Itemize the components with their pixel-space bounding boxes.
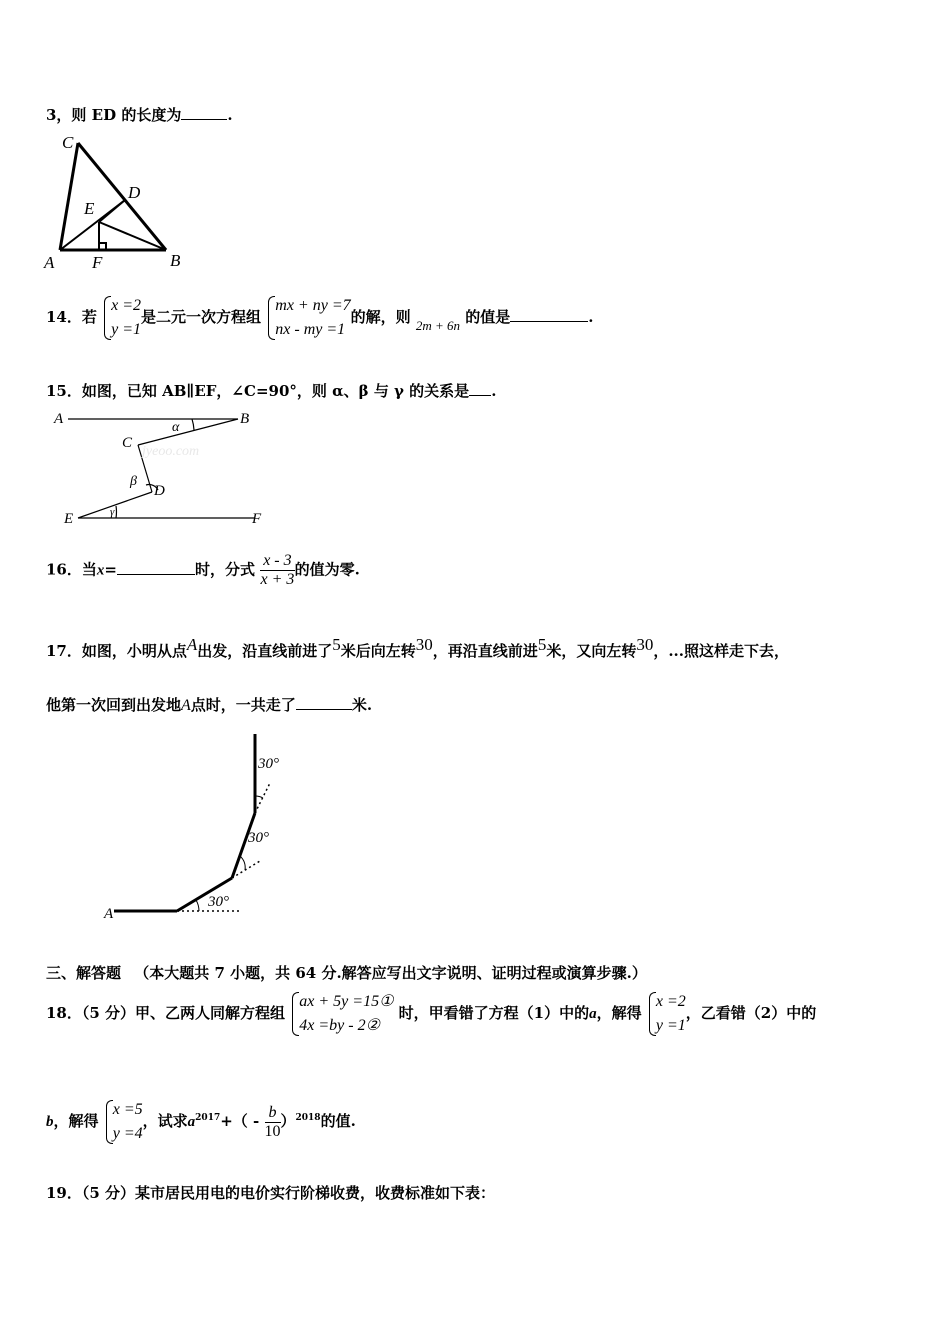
q14-dot: . <box>588 308 594 326</box>
q14-system <box>266 294 350 342</box>
answer-blank[interactable] <box>510 307 588 322</box>
q17-thirty: 30 <box>415 635 433 654</box>
q16-line <box>46 552 360 589</box>
q16-fraction <box>260 552 294 589</box>
answer-blank[interactable] <box>117 560 195 575</box>
q13-line <box>46 104 233 125</box>
q13-text: 3，则 ED 的长度为 <box>46 106 182 124</box>
label-b: B <box>170 251 181 270</box>
q14-end: 的值是 <box>465 308 511 326</box>
angle-label-2: 30° <box>248 830 269 846</box>
q17-l1a: 17．如图，小明从点 <box>46 642 187 660</box>
q18-mid3: ，乙看错（2）中的 <box>685 1004 817 1022</box>
q18-exp1: 2017 <box>195 1113 221 1123</box>
q18-solution-1 <box>647 990 686 1038</box>
q16-num: 16．当 <box>46 560 97 579</box>
q15-end: . <box>491 382 497 400</box>
q17-l1b: 出发，沿直线前进了 <box>197 642 333 660</box>
answer-blank[interactable] <box>181 105 227 120</box>
watermark: jyeoo.com <box>142 444 200 459</box>
sol-x: x =2 <box>111 297 142 314</box>
q14-num: 14．若 <box>46 308 97 326</box>
label-b: B <box>240 411 250 427</box>
q17-l1e: 米，又向左转 <box>546 642 637 660</box>
q17-l2c: 米. <box>351 696 373 714</box>
section-title: 三、解答题 <box>46 964 122 982</box>
q18-exp2: 2018 <box>295 1113 321 1123</box>
label-d: D <box>154 483 165 499</box>
answer-blank[interactable] <box>296 695 352 710</box>
q14-mid: 是二元一次方程组 <box>141 308 262 326</box>
q14-line <box>46 294 594 342</box>
q17-five: 5 <box>332 635 341 654</box>
section-desc: （本大题共 7 小题，共 64 分.解答应写出文字说明、证明过程或演算步骤.） <box>134 964 647 982</box>
q14-solution <box>102 294 141 342</box>
sol-y: y =1 <box>111 321 142 338</box>
q18-line1 <box>46 990 816 1038</box>
parallel-lines-figure <box>50 405 280 535</box>
frac-den: x + 3 <box>260 571 295 588</box>
q18-eq2: 4x =by - 2② <box>299 1017 380 1034</box>
eq1: mx + ny =7 <box>275 297 351 314</box>
q18-solution-2 <box>104 1098 143 1146</box>
q17-thirty-2: 30 <box>636 635 654 654</box>
q17-l1c: 米后向左转 <box>340 642 416 660</box>
label-alpha: α <box>172 420 180 435</box>
q16-mid: 时，分式 <box>194 560 255 579</box>
angle-label-3: 30° <box>258 756 279 772</box>
q18-line2 <box>46 1098 356 1146</box>
triangle-figure <box>40 128 200 273</box>
q18-mid4: ，解得 <box>53 1112 99 1130</box>
q17-l1f: ，...照这样走下去， <box>653 642 789 660</box>
q13-end: . <box>227 106 233 124</box>
q17-point-a-2: A <box>181 697 191 714</box>
q18-b: b <box>46 1114 54 1130</box>
angle-label-1: 30° <box>208 894 229 910</box>
q19-line <box>46 1182 495 1203</box>
q17-l1d: ，再沿直线前进 <box>432 642 538 660</box>
sol1-y: y =1 <box>655 1017 686 1034</box>
q18-close: ） <box>280 1112 296 1130</box>
answer-blank[interactable] <box>469 381 491 396</box>
label-c: C <box>122 435 133 451</box>
q14-expr: 2m + 6n <box>415 318 461 333</box>
q16-eq: = <box>104 560 117 579</box>
label-beta: β <box>130 474 137 489</box>
label-e: E <box>64 511 74 527</box>
path-figure <box>100 728 320 928</box>
label-a: A <box>104 906 114 922</box>
label-f: F <box>252 511 262 527</box>
label-gamma: γ <box>110 506 115 518</box>
q18-mid2: ，解得 <box>596 1004 642 1022</box>
q17-point-a: A <box>186 635 198 654</box>
q17-l2a: 他第一次回到出发地 <box>46 696 182 714</box>
section-header <box>46 962 647 983</box>
q16-end: 的值为零. <box>294 560 360 579</box>
label-e: E <box>84 199 95 218</box>
q18-eq1: ax + 5y =15① <box>299 993 394 1010</box>
q15-line <box>46 380 496 401</box>
q18-end: 的值. <box>320 1112 356 1130</box>
q18-fraction <box>265 1104 281 1141</box>
q18-mid5: ，试求 <box>142 1112 188 1130</box>
q18-a: a <box>589 1006 597 1022</box>
q18-plus: +（ - <box>220 1112 260 1130</box>
sol2-x: x =5 <box>112 1101 143 1118</box>
q18-frac-num: b <box>265 1104 281 1123</box>
q17-line1 <box>46 635 789 661</box>
q17-line2 <box>46 694 372 715</box>
eq2: nx - my =1 <box>275 321 346 338</box>
label-a: A <box>44 253 55 272</box>
label-d: D <box>128 183 141 202</box>
q17-l2b: 点时，一共走了 <box>190 696 296 714</box>
q18-num: 18．（5 分）甲、乙两人同解方程组 <box>46 1004 286 1022</box>
q17-five-2: 5 <box>537 635 547 654</box>
sol1-x: x =2 <box>655 993 686 1010</box>
q18-frac-den: 10 <box>264 1122 281 1140</box>
q15-text: 15．如图，已知 AB∥EF，∠C=90°，则 α、β 与 γ 的关系是 <box>46 382 470 400</box>
label-f: F <box>92 253 103 272</box>
label-a: A <box>54 411 64 427</box>
q19-text: 19．（5 分）某市居民用电的电价实行阶梯收费，收费标准如下表： <box>46 1184 496 1202</box>
q16-var: x <box>96 562 105 579</box>
frac-num: x - 3 <box>260 552 294 571</box>
q14-tail: 的解，则 <box>350 308 411 326</box>
q18-a-2: a <box>187 1114 196 1130</box>
q18-mid1: 时，甲看错了方程（1）中的 <box>398 1004 590 1022</box>
label-c: C <box>62 133 74 152</box>
sol2-y: y =4 <box>112 1125 143 1142</box>
q18-system <box>290 990 393 1038</box>
